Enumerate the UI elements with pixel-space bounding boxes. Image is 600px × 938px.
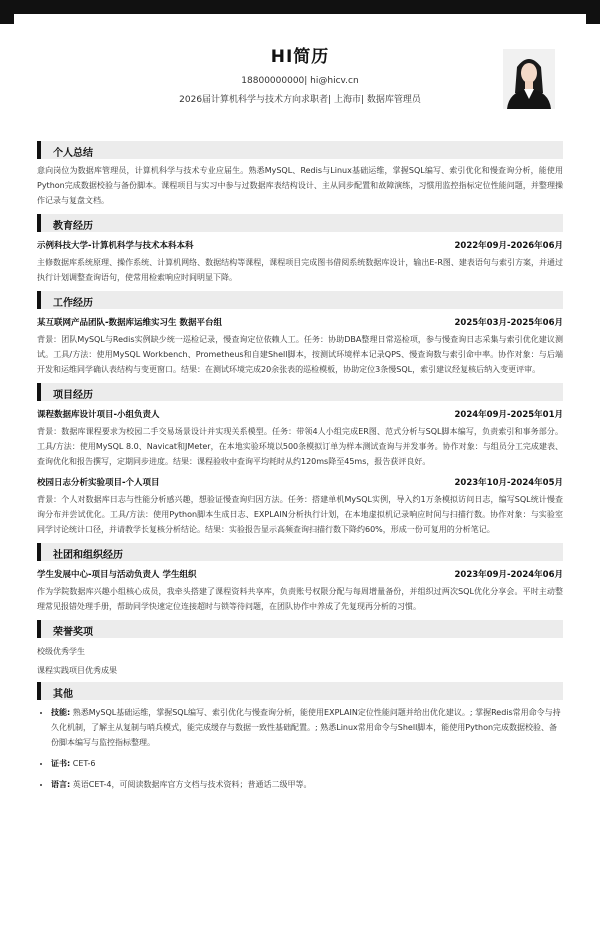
section-activities bbox=[37, 543, 563, 614]
project-description: 背景：数据库课程要求为校园二手交易场景设计并实现关系模型。任务：带领4人小组完成ER图、范式分析与SQL脚本编写，负责索引和事务部分。工具/方法：使用MySQL 8.0、Navicat和JMeter，在本地实验环境以500条模拟订单为样本测试查询与并发事务。协作对象：与组员分工完成建表、查询优化和报告撰写，定期同步进度。结果：课程验收中查询平均耗时从约120ms降至45ms，报告获评良好。 bbox=[37, 427, 563, 466]
project-description: 背景：个人对数据库日志与性能分析感兴趣，想验证慢查询归因方法。任务：搭建单机MySQL实例，导入约1万条模拟访问日志，编写SQL统计慢查询分布并尝试优化。工具/方法：使用Python脚本生成日志、EXPLAIN分析执行计划，在本地虚拟机记录响应时间与扫描行数。协作对象：与实验室同学讨论统计口径，并请教学长复核分析结论。结果：实验报告显示高频查询扫描行数下降约60%，形成一份可复用的分析笔记。 bbox=[37, 495, 563, 534]
job-intent: 2026届计算机科学与技术方向求职者| 上海市| 数据库管理员 bbox=[179, 95, 421, 105]
section-title: 社团和组织经历 bbox=[37, 543, 563, 561]
organization-name: 学生发展中心-项目与活动负责人 学生组织 bbox=[37, 570, 197, 580]
section-education bbox=[37, 214, 563, 285]
activity-entry-header bbox=[37, 568, 563, 580]
section-title: 项目经历 bbox=[37, 383, 563, 401]
work-description: 背景：团队MySQL与Redis实例缺少统一巡检记录，慢查询定位依赖人工。任务：协助DBA整理日常巡检项，参与慢查询日志采集与索引优化建议测试。工具/方法：使用MySQL Workbench、Prometheus和自建Shell脚本，按测试环境样本记录QPS、慢查询数与索引命中率。协作对象：与后端开发和运维同学确认表结构与变更窗口。结果：在测试环境完成20余张表的巡检模板，协助定位3条慢SQL，索引建议经复核后纳入变更评审。 bbox=[37, 335, 563, 374]
summary-text: 意向岗位为数据库管理员，计算机科学与技术专业应届生。熟悉MySQL、Redis与Linux基础运维，掌握SQL编写、索引优化和慢查询分析，能使用Python完成数据校验与备份脚本。课程项目与实习中参与过数据库表结构设计、主从同步配置和故障演练，习惯用监控指标定位性能问题，并整理操作记录与复盘文档。 bbox=[37, 166, 563, 205]
project-date: 2024年09月-2025年01月 bbox=[454, 410, 563, 420]
top-decoration-bar bbox=[0, 0, 600, 14]
section-other bbox=[37, 682, 563, 792]
education-description: 主修数据库系统原理、操作系统、计算机网络、数据结构等课程，课程项目完成图书借阅系统数据库设计，输出E-R图、建表语句与索引方案，并通过执行计划调整查询语句，使常用检索响应时间明显下降。 bbox=[37, 258, 563, 282]
other-item-skills: • 技能: 熟悉MySQL基础运维，掌握SQL编写、索引优化与慢查询分析，能使用EXPLAIN定位性能问题并给出优化建议。; 掌握Redis常用命令与持久化机制，了解主从复制与哨兵模式，能完成缓存与数据一致性基础配置。; 熟悉Linux常用命令与Shell脚本，能使用Python完成数据校验、备份脚本编写与监控指标整理。 bbox=[51, 705, 563, 750]
project-entry-header bbox=[37, 408, 563, 420]
company-name: 某互联网产品团队-数据库运维实习生 数据平台组 bbox=[37, 318, 222, 328]
candidate-name: HI简历 bbox=[270, 47, 330, 67]
other-item-certificate: • 证书: CET-6 bbox=[51, 756, 563, 771]
project-name: 校园日志分析实验项目-个人项目 bbox=[37, 478, 160, 488]
resume-body bbox=[37, 135, 563, 798]
section-projects bbox=[37, 383, 563, 537]
project-date: 2023年10月-2024年05月 bbox=[454, 478, 563, 488]
honor-item: 课程实践项目优秀成果 bbox=[37, 666, 117, 675]
contact-info: 18800000000| hi@hicv.cn bbox=[241, 76, 359, 86]
work-date: 2025年03月-2025年06月 bbox=[454, 318, 563, 328]
section-title: 个人总结 bbox=[37, 141, 563, 159]
project-name: 课程数据库设计项目-小组负责人 bbox=[37, 410, 160, 420]
other-list bbox=[37, 705, 563, 792]
section-title: 其他 bbox=[37, 682, 563, 700]
section-title: 工作经历 bbox=[37, 291, 563, 309]
section-work bbox=[37, 291, 563, 377]
section-summary bbox=[37, 141, 563, 208]
activity-description: 作为学院数据库兴趣小组核心成员，我牵头搭建了课程资料共享库，负责账号权限分配与每周增量备份，并组织过两次SQL优化分享会。平时主动整理常见报错处理手册，帮助同学快速定位连接超时与锁等待问题，在团队协作中养成了先复现再分析的习惯。 bbox=[37, 587, 563, 611]
top-left-decoration bbox=[0, 14, 14, 24]
education-date: 2022年09月-2026年06月 bbox=[454, 241, 563, 251]
education-entry-header bbox=[37, 239, 563, 251]
section-honors bbox=[37, 620, 563, 676]
project-entry-header bbox=[37, 476, 563, 488]
section-title: 荣誉奖项 bbox=[37, 620, 563, 638]
honor-item: 校级优秀学生 bbox=[37, 647, 85, 656]
profile-photo bbox=[503, 49, 555, 109]
other-item-language: • 语言: 英语CET-4，可阅读数据库官方文档与技术资料；普通话二级甲等。 bbox=[51, 777, 563, 792]
work-entry-header bbox=[37, 316, 563, 328]
school-name: 示例科技大学-计算机科学与技术本科本科 bbox=[37, 241, 194, 251]
activity-date: 2023年09月-2024年06月 bbox=[454, 570, 563, 580]
section-title: 教育经历 bbox=[37, 214, 563, 232]
top-right-decoration bbox=[586, 14, 600, 24]
